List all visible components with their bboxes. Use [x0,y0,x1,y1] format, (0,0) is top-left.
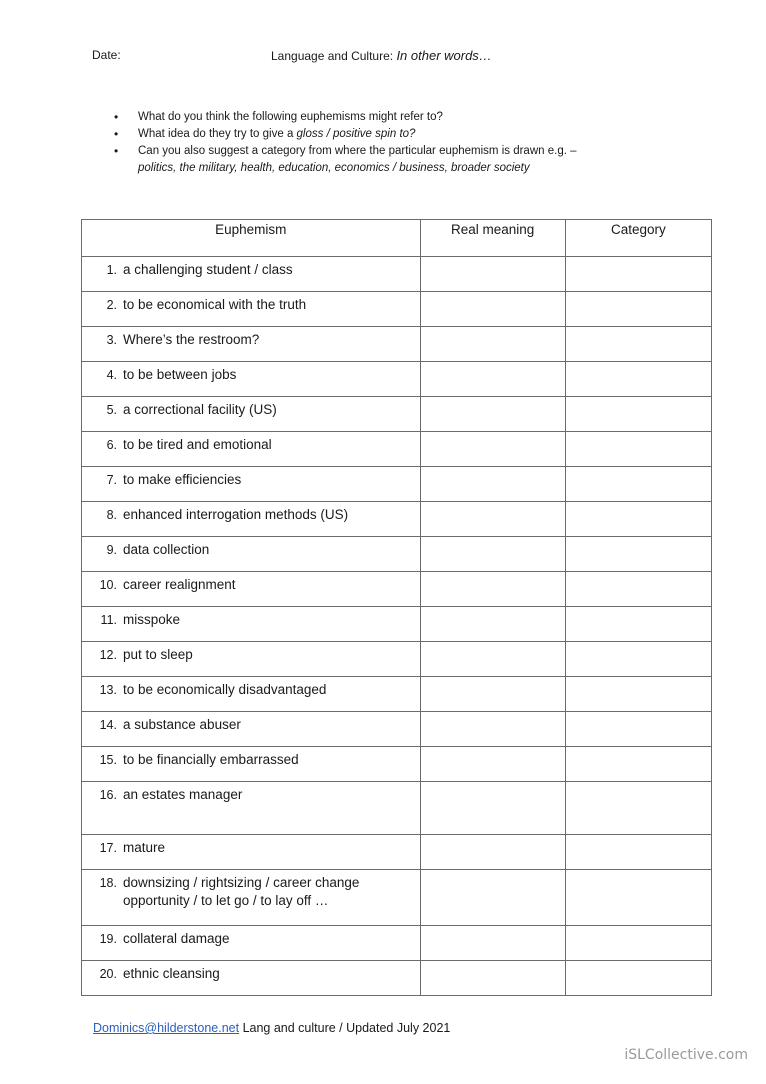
header-euphemism: Euphemism [82,220,421,257]
category-cell[interactable] [565,502,711,537]
euphemism-cell [82,677,421,712]
row-number: 15. [99,753,117,767]
euphemism-cell [82,327,421,362]
euphemism-cell [82,432,421,467]
table-row [82,432,712,467]
table-row [82,257,712,292]
table-row [82,572,712,607]
euphemism-text: to be financially embarrassed [123,752,299,767]
row-number: 18. [99,876,117,890]
table-row [82,747,712,782]
real-meaning-cell[interactable] [420,870,565,926]
table-row [82,397,712,432]
footer [93,1021,450,1035]
email-link[interactable]: Dominics@hilderstone.net [93,1021,240,1035]
row-number: 8. [106,508,117,522]
row-number: 9. [106,543,117,557]
real-meaning-cell[interactable] [420,926,565,961]
table-header-row [82,220,712,257]
euphemism-cell [82,502,421,537]
real-meaning-cell[interactable] [420,362,565,397]
euphemism-cell [82,607,421,642]
category-cell[interactable] [565,432,711,467]
euphemism-cell [82,961,421,996]
category-cell[interactable] [565,926,711,961]
row-number: 20. [99,967,117,981]
table-row [82,467,712,502]
real-meaning-cell[interactable] [420,467,565,502]
table-row [82,362,712,397]
instruction-italic: politics, the military, health, education, economics / business, broader society [138,162,530,174]
euphemism-text: Where’s the restroom? [123,332,260,347]
table-row [82,607,712,642]
euphemism-text: to be economical with the truth [123,297,307,312]
euphemism-cell [82,782,421,835]
table-row [82,961,712,996]
table-row [82,677,712,712]
euphemism-cell [82,870,421,926]
euphemism-cell [82,467,421,502]
euphemism-text: collateral damage [123,931,230,946]
euphemism-cell [82,537,421,572]
real-meaning-cell[interactable] [420,747,565,782]
euphemism-cell [82,926,421,961]
euphemism-text: career realignment [123,577,236,592]
row-number: 4. [106,368,117,382]
table-row [82,835,712,870]
table-row [82,327,712,362]
real-meaning-cell[interactable] [420,961,565,996]
row-number: 17. [99,841,117,855]
row-number: 2. [106,298,117,312]
table-row [82,712,712,747]
row-number: 6. [106,438,117,452]
instruction-text: Can you also suggest a category from where the particular euphemism is drawn e.g. – [138,145,577,157]
table-row [82,782,712,835]
instruction-text: What idea do they try to give a [138,128,297,140]
row-number: 10. [99,578,117,592]
real-meaning-cell[interactable] [420,292,565,327]
euphemism-cell [82,747,421,782]
category-cell[interactable] [565,572,711,607]
real-meaning-cell[interactable] [420,782,565,835]
euphemism-cell [82,835,421,870]
euphemism-text: a substance abuser [123,717,241,732]
euphemism-text: misspoke [123,612,181,627]
euphemism-cell [82,292,421,327]
euphemism-text: to be economically disadvantaged [123,682,327,697]
instruction-item [112,126,672,143]
category-cell[interactable] [565,257,711,292]
row-number: 16. [99,788,117,802]
row-number: 11. [100,613,117,627]
instruction-text: What do you think the following euphemisms might refer to? [138,111,443,123]
real-meaning-cell[interactable] [420,677,565,712]
category-cell[interactable] [565,467,711,502]
euphemism-cell [82,572,421,607]
table-row [82,870,712,926]
euphemism-text: a challenging student / class [123,262,293,277]
instructions-list [112,109,672,177]
footer-text: Lang and culture / Updated July 2021 [239,1021,451,1035]
real-meaning-cell[interactable] [420,642,565,677]
category-cell[interactable] [565,607,711,642]
euphemism-text: a correctional facility (US) [123,402,277,417]
real-meaning-cell[interactable] [420,397,565,432]
euphemism-text: enhanced interrogation methods (US) [123,507,349,522]
watermark-logo: iSLCollective.com [624,1047,748,1063]
category-cell[interactable] [565,327,711,362]
category-cell[interactable] [565,397,711,432]
instruction-item [112,109,672,126]
table-row [82,926,712,961]
category-cell[interactable] [565,835,711,870]
row-number: 13. [99,683,117,697]
header-real-meaning: Real meaning [420,220,565,257]
euphemism-text: to be tired and emotional [123,437,272,452]
title-prefix: Language and Culture: [271,49,397,63]
euphemism-cell [82,642,421,677]
euphemism-text: an estates manager [123,787,243,802]
table-row [82,292,712,327]
real-meaning-cell[interactable] [420,327,565,362]
table-row [82,502,712,537]
real-meaning-cell[interactable] [420,257,565,292]
row-number: 12. [99,648,117,662]
euphemism-text: data collection [123,542,210,557]
real-meaning-cell[interactable] [420,607,565,642]
category-cell[interactable] [565,362,711,397]
category-cell[interactable] [565,292,711,327]
category-cell[interactable] [565,677,711,712]
euphemism-cell [82,712,421,747]
category-cell[interactable] [565,782,711,835]
euphemism-text: downsizing / rightsizing / career change opportunity / to let go / to lay off … [123,875,360,908]
euphemism-text: to be between jobs [123,367,237,382]
euphemism-cell [82,397,421,432]
row-number: 3. [106,333,117,347]
category-cell[interactable] [565,642,711,677]
euphemism-text: put to sleep [123,647,193,662]
instruction-italic: gloss / positive spin to? [296,128,416,140]
title-italic: In other words… [396,48,492,63]
table-row [82,642,712,677]
real-meaning-cell[interactable] [420,712,565,747]
euphemism-table [81,219,712,996]
date-label: Date: [92,48,121,62]
instruction-item [112,143,672,177]
table-body [82,257,712,996]
row-number: 14. [99,718,117,732]
category-cell[interactable] [565,712,711,747]
euphemism-text: mature [123,840,166,855]
real-meaning-cell[interactable] [420,835,565,870]
category-cell[interactable] [565,961,711,996]
real-meaning-cell[interactable] [420,537,565,572]
row-number: 1. [106,263,117,277]
euphemism-cell [82,362,421,397]
real-meaning-cell[interactable] [420,572,565,607]
row-number: 5. [106,403,117,417]
category-cell[interactable] [565,537,711,572]
table-row [82,537,712,572]
category-cell[interactable] [565,870,711,926]
real-meaning-cell[interactable] [420,502,565,537]
header-category: Category [565,220,711,257]
euphemism-text: ethnic cleansing [123,966,220,981]
worksheet-title [271,48,492,63]
category-cell[interactable] [565,747,711,782]
real-meaning-cell[interactable] [420,432,565,467]
euphemism-text: to make efficiencies [123,472,242,487]
row-number: 19. [99,932,117,946]
row-number: 7. [106,473,117,487]
euphemism-cell [82,257,421,292]
